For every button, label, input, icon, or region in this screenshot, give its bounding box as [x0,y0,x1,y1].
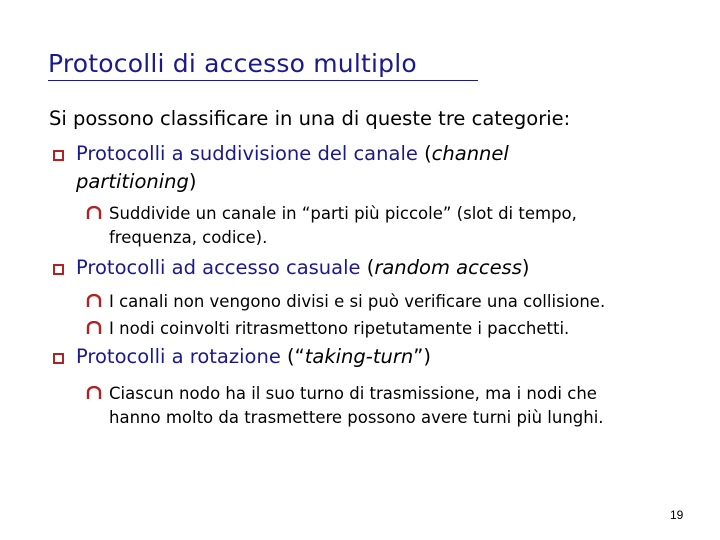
section-2-point-1: I canali non vengono divisi e si può verificare una collisione. [109,292,606,311]
section-3-qualifier: taking-turn [304,345,414,368]
section-1-qualifier: channel [431,142,509,165]
section-3-close: ”) [413,345,431,368]
section-1-qualifier-cont: partitioning [76,170,189,193]
section-2-open: ( [366,256,375,279]
hollow-arch-bullet-icon [86,386,102,400]
section-1-point-1: Suddivide un canale in “parti più piccole” (slot di tempo, [109,204,577,223]
section-1-open: ( [424,142,432,165]
section-1-heading-line [76,139,509,168]
section-2-qualifier: random access [374,256,522,279]
hollow-arch-bullet-icon [86,321,102,335]
section-2-close: ) [521,256,530,279]
hollow-arch-bullet-icon [86,294,102,308]
section-2-heading-line [76,253,530,282]
title-underline [48,80,478,81]
section-1-point-1-cont: frequenza, codice). [109,228,268,247]
square-bullet-icon [52,352,65,365]
page-number: 19 [670,508,684,522]
square-bullet-icon [52,149,65,162]
section-3-open: (“ [287,345,305,368]
section-1-heading-cont [76,167,197,196]
section-3-heading-line [76,342,431,371]
square-bullet-icon [52,263,65,276]
hollow-arch-bullet-icon [86,206,102,220]
section-3-heading: Protocolli a rotazione [76,345,281,368]
section-2-heading: Protocolli ad accesso casuale [76,256,361,279]
section-1-heading: Protocolli a suddivisione del canale [76,142,418,165]
section-3-point-1: Ciascun nodo ha il suo turno di trasmissione, ma i nodi che [109,384,597,403]
section-3-point-1-cont: hanno molto da trasmettere possono avere turni più lunghi. [109,408,604,427]
section-2-point-2: I nodi coinvolti ritrasmettono ripetutamente i pacchetti. [109,319,570,338]
slide-title: Protocolli di accesso multiplo [48,49,417,78]
intro-text: Si possono classificare in una di queste tre categorie: [49,107,571,130]
section-1-close: ) [188,170,197,193]
